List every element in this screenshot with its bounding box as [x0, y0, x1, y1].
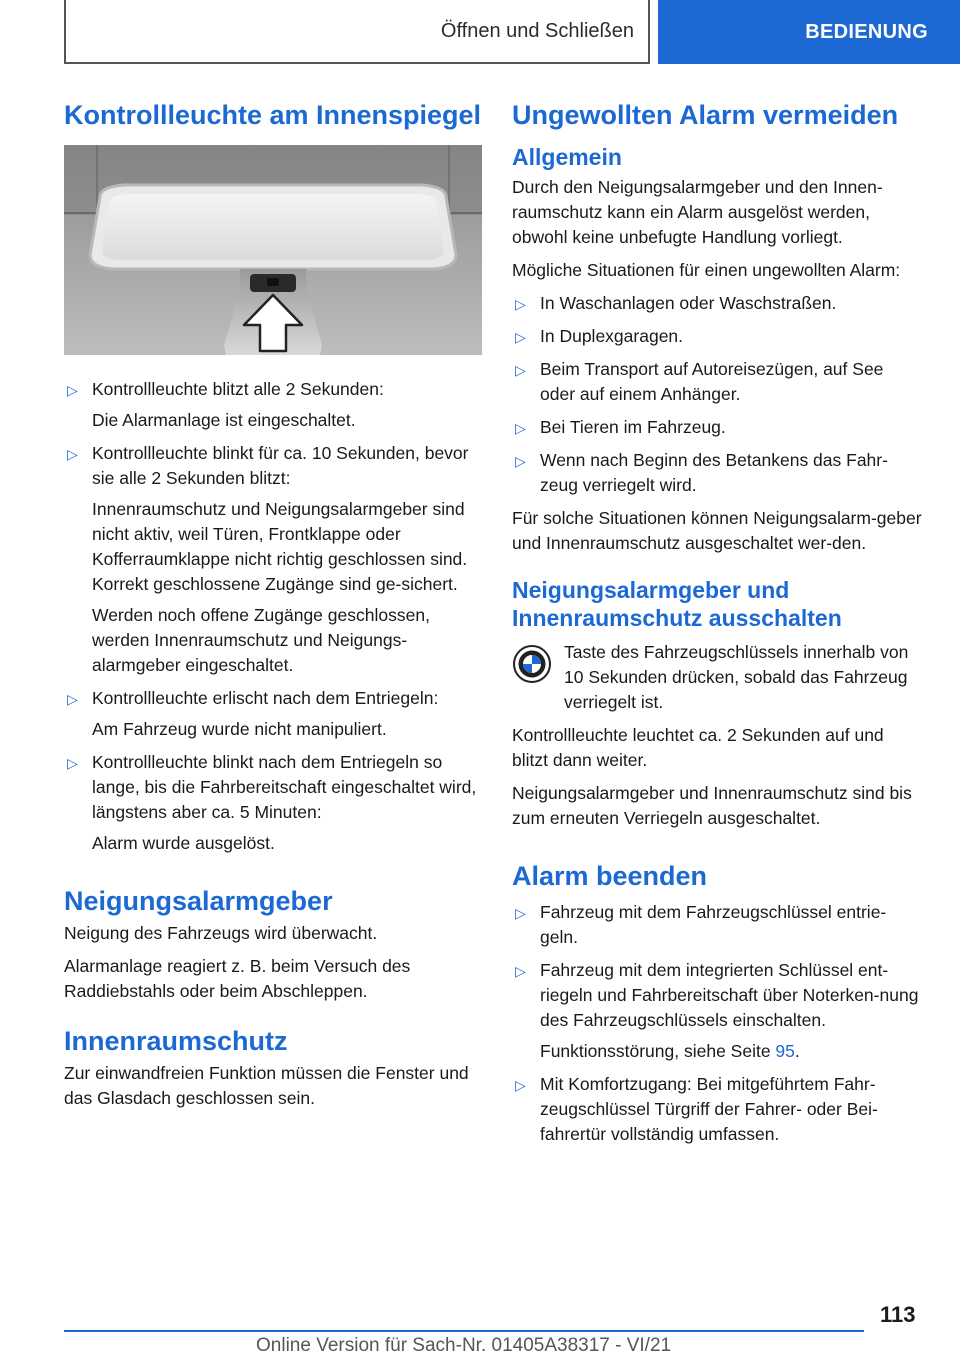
heading-ungewollten-alarm: Ungewollten Alarm vermeiden [512, 100, 899, 130]
list-item: ▷ Kontrollleuchte blinkt für ca. 10 Sekunden, bevor sie alle 2 Sekunden blitzt: Innenraumschutz und Neigungsalarmgeber sind nicht aktiv, weil Türen, Frontklappe oder Kofferraumklappe nicht richtig geschlossen sind. Korrekt geschlossene Zugänge sind ge-sichert. Werden noch offene Zugänge geschlossen, werden Innenraumschutz und Neigungs-alarmgeber eingeschaltet. [67, 443, 469, 676]
list-item: ▷ Wenn nach Beginn des Betankens das Fahr-zeug verriegelt wird. [515, 450, 888, 496]
paragraph: Neigungsalarmgeber und Innenraumschutz sind bis zum erneuten Verriegeln ausgeschaltet. [512, 783, 912, 829]
left-column [64, 100, 482, 1119]
triangle-right-icon: ▷ [515, 329, 526, 346]
list-item: ▷ Fahrzeug mit dem integrierten Schlüssel ent-riegeln und Fahrbereitschaft über Noterken-nung des Fahrzeugschlüssels einschalten. Funktionsstörung, siehe Seite 95. [512, 958, 922, 1064]
paragraph: Für solche Situationen können Neigungsalarm-geber und Innenraumschutz ausgeschaltet wer-den. [512, 508, 922, 554]
heading-neigungsalarmgeber: Neigungsalarmgeber [64, 886, 333, 917]
heading-ausschalten: Neigungsalarmgeber und Innenraumschutz ausschalten [512, 577, 842, 632]
triangle-right-icon: ▷ [515, 362, 526, 379]
triangle-right-icon: ▷ [515, 296, 526, 313]
heading-allgemein: Allgemein [512, 144, 622, 171]
triangle-right-icon: ▷ [515, 963, 526, 980]
list-item: ▷ In Duplexgaragen. [512, 324, 922, 349]
footer-online-version: Online Version für Sach-Nr. 01405A38317 - VI/21 [256, 1335, 672, 1356]
list-item: ▷ Mit Komfortzugang: Bei mitgeführtem Fahr-zeugschlüssel Türgriff der Fahrer- oder Bei-fahrertür vollständig umfassen. [515, 1074, 878, 1145]
paragraph: Neigung des Fahrzeugs wird überwacht. [64, 923, 378, 944]
page-link[interactable]: 95 [775, 1041, 795, 1062]
cross-reference: Funktionsstörung, siehe Seite 95. [540, 1041, 800, 1062]
heading-innenraumschutz: Innenraumschutz [64, 1026, 288, 1057]
paragraph: Durch den Neigungsalarmgeber und den Innen-raumschutz kann ein Alarm ausgelöst werden, obwohl keine unbefugte Handlung vorliegt. [512, 177, 883, 248]
list-item: ▷ Kontrollleuchte blitzt alle 2 Sekunden: Die Alarmanlage ist eingeschaltet. [67, 379, 384, 431]
list-item: ▷ Kontrollleuchte blinkt nach dem Entriegeln so lange, bis die Fahrbereitschaft eingeschaltet wird, längstens aber ca. 5 Minuten: Alarm wurde ausgelöst. [67, 752, 477, 854]
triangle-right-icon: ▷ [515, 453, 526, 470]
triangle-right-icon: ▷ [515, 420, 526, 437]
triangle-right-icon: ▷ [67, 382, 78, 399]
header-section-title: Öffnen und Schließen [440, 19, 634, 42]
footer-divider [64, 1330, 864, 1332]
header-chapter-tab [658, 0, 960, 64]
triangle-right-icon: ▷ [67, 446, 78, 463]
indicator-status-list [64, 377, 482, 856]
mirror-figure [64, 145, 482, 355]
triangle-right-icon: ▷ [515, 905, 526, 922]
right-column [512, 100, 922, 1155]
paragraph: Alarmanlage reagiert z. B. beim Versuch des Raddiebstahls oder beim Abschleppen. [64, 956, 411, 1002]
list-item: ▷ Fahrzeug mit dem Fahrzeugschlüssel entrie-geln. [515, 902, 887, 948]
heading-alarm-beenden: Alarm beenden [512, 861, 708, 892]
paragraph: Taste des Fahrzeugschlüssels innerhalb von 10 Sekunden drücken, sobald das Fahrzeug verriegelt ist. [564, 642, 909, 713]
mirror-indicator-figure [64, 145, 482, 355]
list-item: ▷ In Waschanlagen oder Waschstraßen. [512, 291, 922, 316]
bmw-key-icon [512, 644, 552, 689]
list-item: ▷ Beim Transport auf Autoreisezügen, auf See oder auf einem Anhänger. [515, 359, 884, 405]
list-item: ▷ Kontrollleuchte erlischt nach dem Entriegeln: Am Fahrzeug wurde nicht manipuliert. [67, 688, 439, 740]
header-section-tab [64, 0, 650, 64]
list-item: ▷ Bei Tieren im Fahrzeug. [512, 415, 922, 440]
paragraph: Mögliche Situationen für einen ungewollten Alarm: [512, 260, 901, 281]
situations-list [512, 291, 922, 498]
heading-kontrollleuchte: Kontrollleuchte am Innenspiegel [64, 100, 482, 130]
triangle-right-icon: ▷ [67, 755, 78, 772]
header-chapter-title: BEDIENUNG [805, 20, 928, 43]
page-number: 113 [880, 1302, 916, 1327]
triangle-right-icon: ▷ [515, 1077, 526, 1094]
paragraph: Kontrollleuchte leuchtet ca. 2 Sekunden auf und blitzt dann weiter. [512, 725, 884, 771]
key-instruction [512, 640, 922, 715]
triangle-right-icon: ▷ [67, 691, 78, 708]
alarm-end-list [512, 900, 922, 1147]
paragraph: Zur einwandfreien Funktion müssen die Fenster und das Glasdach geschlossen sein. [64, 1063, 469, 1109]
